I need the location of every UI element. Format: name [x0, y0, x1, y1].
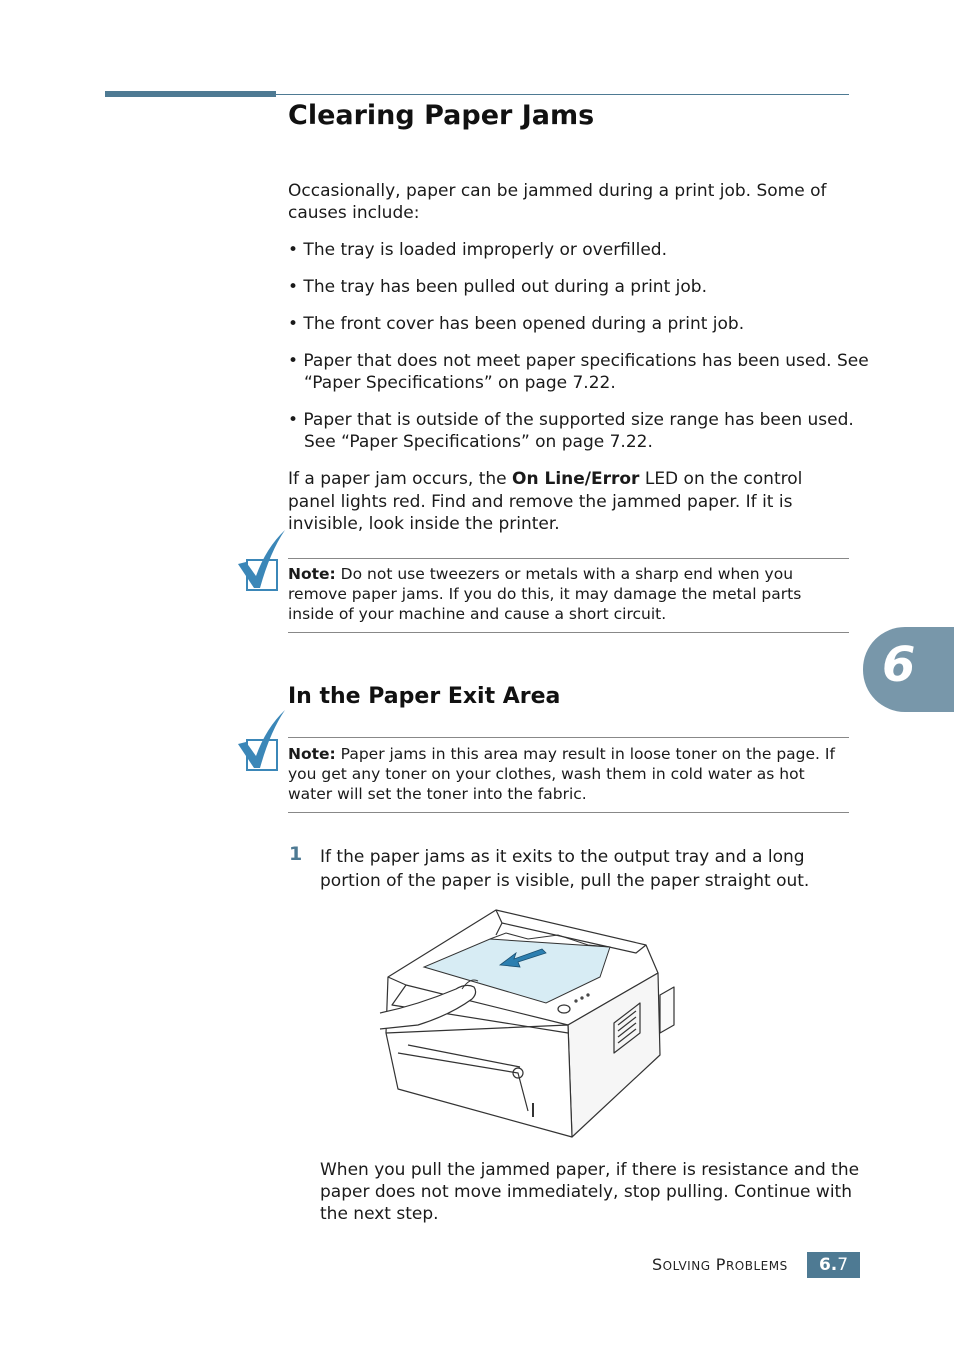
bullet-item: • The front cover has been opened during a print job. [288, 314, 745, 334]
note-rule-top [288, 737, 849, 738]
led-name: On Line/Error [512, 469, 640, 489]
bullet-item: • Paper that does not meet paper specifications has been used. See “Paper Specifications” on page 7.22. [288, 351, 869, 393]
footer-section-name: SOLVING PROBLEMS [652, 1255, 788, 1274]
note-text: Do not use tweezers or metals with a sharp end when you remove paper jams. If you do this, it may damage the metal parts inside of your machine and cause a short circuit. [288, 565, 802, 623]
note-paragraph [288, 744, 849, 804]
jam-text-before: If a paper jam occurs, the [288, 469, 513, 489]
note-text: Paper jams in this area may result in loose toner on the page. If you get any toner on your clothes, wash them in cold water as hot water will set the toner into the fabric. [288, 745, 835, 803]
bullet-item: • The tray has been pulled out during a print job. [288, 277, 707, 297]
footer-chapter: 6. [818, 1255, 838, 1275]
note-label: Note: [288, 565, 336, 583]
printer-paper-jam-illustration [378, 905, 680, 1141]
step-followup-text: When you pull the jammed paper, if there is resistance and the paper does not move immediately, stop pulling. Continue with the next step. [320, 1160, 860, 1224]
intro-paragraph: Occasionally, paper can be jammed during a print job. Some of causes include: [288, 181, 827, 223]
header-rule-thin [276, 94, 849, 95]
step-number: 1 [289, 843, 303, 865]
bullet-item: • Paper that is outside of the supported size range has been used. See “Paper Specifications” on page 7.22. [288, 410, 854, 452]
step-text: If the paper jams as it exits to the output tray and a long portion of the paper is visible, pull the paper straight out. [320, 847, 810, 891]
note-label: Note: [288, 745, 336, 763]
chapter-tab-number: 6 [882, 637, 916, 693]
note-rule-bottom [288, 812, 849, 813]
jam-paragraph [288, 468, 853, 536]
checkmark-note-icon [236, 710, 286, 772]
header-rule-thick [105, 91, 276, 97]
jam-text-after: LED on the control panel lights red. Find and remove the jammed paper. If it is invisible, look inside the printer. [288, 469, 803, 534]
section-title: Clearing Paper Jams [288, 100, 595, 131]
note-paragraph [288, 564, 849, 624]
note-rule-top [288, 558, 849, 559]
bullet-item: • The tray is loaded improperly or overfilled. [288, 240, 667, 260]
checkmark-note-icon [236, 530, 286, 592]
footer-page: 7 [837, 1255, 849, 1275]
subsection-title: In the Paper Exit Area [288, 684, 561, 709]
page-number-box [807, 1252, 860, 1278]
note-rule-bottom [288, 632, 849, 633]
